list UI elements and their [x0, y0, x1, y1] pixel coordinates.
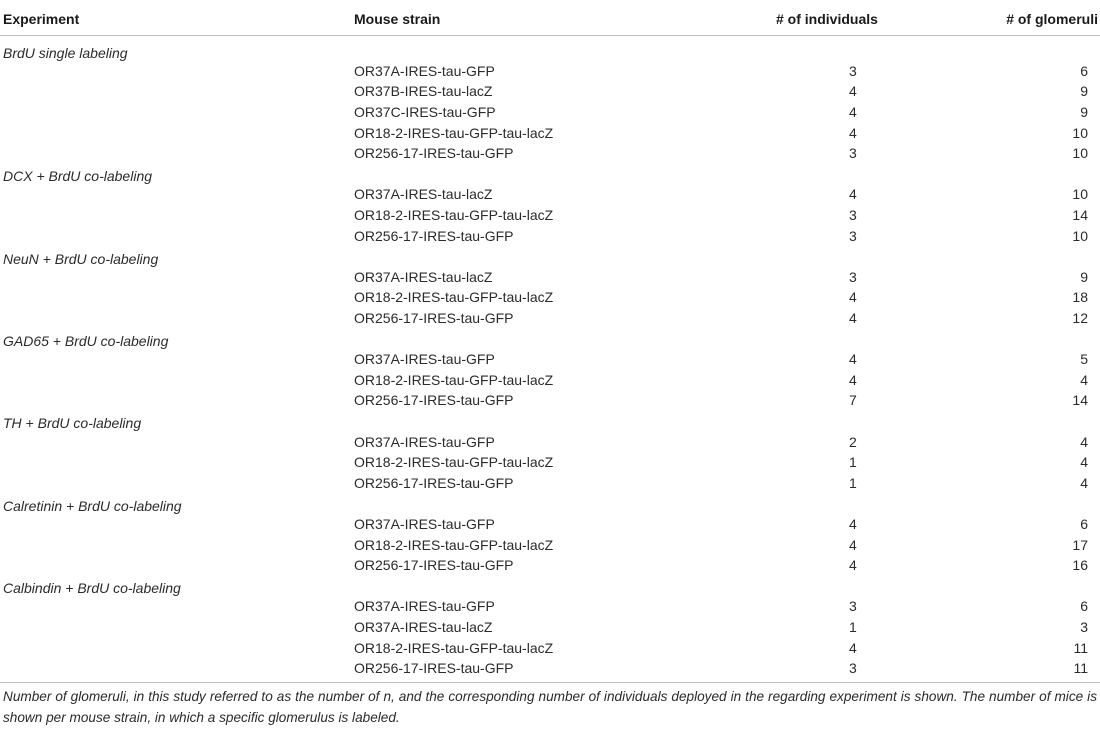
experiment-group-label: GAD65 + BrdU co-labeling [3, 332, 169, 349]
experiment-group-row [0, 164, 1100, 185]
mouse-strain-cell: OR18-2-IRES-tau-GFP-tau-lacZ [354, 124, 554, 141]
glomeruli-cell: 10 [1072, 227, 1088, 244]
glomeruli-cell: 9 [1080, 268, 1088, 285]
table-row [0, 122, 1100, 143]
individuals-cell: 4 [849, 515, 857, 532]
mouse-strain-cell: OR256-17-IRES-tau-GFP [354, 660, 514, 677]
individuals-cell: 3 [849, 62, 857, 79]
experiment-cell [0, 370, 352, 391]
mouse-strain-cell: OR37A-IRES-tau-lacZ [354, 186, 493, 203]
glomeruli-cell: 6 [1080, 515, 1088, 532]
experiment-cell [0, 122, 352, 143]
mouse-strain-cell: OR37B-IRES-tau-lacZ [354, 83, 493, 100]
table-row [0, 267, 1100, 288]
experiment-cell [0, 514, 352, 535]
individuals-cell: 4 [849, 351, 857, 368]
table-row [0, 555, 1100, 576]
table-row [0, 514, 1100, 535]
experiment-cell [0, 205, 352, 226]
mouse-strain-cell: OR256-17-IRES-tau-GFP [354, 557, 514, 574]
glomeruli-cell: 4 [1080, 474, 1088, 491]
experiment-cell [0, 472, 352, 493]
individuals-cell: 3 [849, 145, 857, 162]
experiment-group-label: Calbindin + BrdU co-labeling [3, 580, 181, 597]
mouse-strain-cell: OR18-2-IRES-tau-GFP-tau-lacZ [354, 289, 554, 306]
mouse-strain-cell: OR37A-IRES-tau-GFP [354, 598, 495, 615]
glomeruli-cell: 4 [1080, 433, 1088, 450]
individuals-cell: 4 [849, 83, 857, 100]
experiment-cell [0, 534, 352, 555]
experiment-cell [0, 431, 352, 452]
table-row [0, 81, 1100, 102]
mouse-strain-cell: OR37A-IRES-tau-lacZ [354, 618, 493, 635]
individuals-cell: 4 [849, 104, 857, 121]
experiment-group-label: DCX + BrdU co-labeling [3, 168, 153, 185]
individuals-cell: 3 [849, 660, 857, 677]
experiment-group-row [0, 328, 1100, 349]
mouse-strain-cell: OR18-2-IRES-tau-GFP-tau-lacZ [354, 454, 554, 471]
table-caption: Number of glomeruli, in this study referred to as the number of n, and the corresponding number of individuals deployed in the regarding experiment is shown. The number of mice is shown per mouse strain, in which a specific glomerulus is labeled. [3, 689, 1097, 726]
individuals-cell: 1 [849, 454, 857, 471]
table-row [0, 637, 1100, 658]
table-row [0, 61, 1100, 82]
mouse-strain-cell: OR256-17-IRES-tau-GFP [354, 310, 514, 327]
table-row [0, 596, 1100, 617]
individuals-cell: 4 [849, 124, 857, 141]
table-row [0, 472, 1100, 493]
mouse-strain-cell: OR256-17-IRES-tau-GFP [354, 474, 514, 491]
experiment-table [0, 2, 1100, 678]
experiment-cell [0, 617, 352, 638]
individuals-cell: 2 [849, 433, 857, 450]
glomeruli-cell: 11 [1073, 660, 1088, 677]
experiment-group-label: TH + BrdU co-labeling [3, 415, 142, 432]
table-row [0, 102, 1100, 123]
mouse-strain-cell: OR37A-IRES-tau-GFP [354, 62, 495, 79]
table-row [0, 617, 1100, 638]
experiment-cell [0, 349, 352, 370]
glomeruli-cell: 16 [1072, 557, 1088, 574]
experiment-cell [0, 287, 352, 308]
experiment-cell [0, 390, 352, 411]
individuals-cell: 1 [849, 474, 857, 491]
mouse-strain-cell: OR37A-IRES-tau-GFP [354, 433, 495, 450]
mouse-strain-cell: OR37A-IRES-tau-lacZ [354, 268, 493, 285]
experiment-cell [0, 637, 352, 658]
individuals-cell: 4 [849, 557, 857, 574]
experiment-cell [0, 452, 352, 473]
glomeruli-cell: 14 [1072, 392, 1088, 409]
table-row [0, 452, 1100, 473]
glomeruli-cell: 6 [1080, 598, 1088, 615]
glomeruli-cell: 18 [1072, 289, 1088, 306]
glomeruli-cell: 10 [1072, 145, 1088, 162]
header-experiment: Experiment [0, 2, 352, 36]
individuals-cell: 3 [849, 268, 857, 285]
experiment-group-row [0, 36, 1100, 61]
experiment-cell [0, 555, 352, 576]
experiment-group-row [0, 493, 1100, 514]
individuals-cell: 1 [849, 618, 857, 635]
glomeruli-cell: 4 [1080, 371, 1088, 388]
table-row [0, 308, 1100, 329]
glomeruli-cell: 5 [1080, 351, 1088, 368]
mouse-strain-cell: OR256-17-IRES-tau-GFP [354, 227, 514, 244]
table-row [0, 349, 1100, 370]
mouse-strain-cell: OR37C-IRES-tau-GFP [354, 104, 496, 121]
experiment-group-label: Calretinin + BrdU co-labeling [3, 497, 182, 514]
individuals-cell: 4 [849, 371, 857, 388]
glomeruli-cell: 17 [1072, 536, 1088, 553]
experiment-cell [0, 225, 352, 246]
experiment-cell [0, 143, 352, 164]
individuals-cell: 3 [849, 598, 857, 615]
mouse-strain-cell: OR18-2-IRES-tau-GFP-tau-lacZ [354, 536, 554, 553]
glomeruli-cell: 10 [1072, 124, 1088, 141]
header-row [0, 2, 1100, 36]
table-row [0, 431, 1100, 452]
table-row [0, 205, 1100, 226]
glomeruli-cell: 9 [1080, 104, 1088, 121]
glomeruli-cell: 10 [1072, 186, 1088, 203]
header-glomeruli: # of glomeruli [932, 2, 1100, 36]
table-row [0, 370, 1100, 391]
glomeruli-cell: 12 [1072, 310, 1088, 327]
individuals-cell: 4 [849, 536, 857, 553]
mouse-strain-cell: OR18-2-IRES-tau-GFP-tau-lacZ [354, 639, 554, 656]
experiment-group-row [0, 411, 1100, 432]
experiment-cell [0, 61, 352, 82]
header-mouse-strain: Mouse strain [352, 2, 602, 36]
experiment-cell [0, 81, 352, 102]
glomeruli-cell: 6 [1080, 62, 1088, 79]
experiment-group-row [0, 575, 1100, 596]
mouse-strain-cell: OR18-2-IRES-tau-GFP-tau-lacZ [354, 207, 554, 224]
table-row [0, 143, 1100, 164]
table-row [0, 184, 1100, 205]
individuals-cell: 3 [849, 207, 857, 224]
glomeruli-cell: 14 [1072, 207, 1088, 224]
individuals-cell: 3 [849, 227, 857, 244]
mouse-strain-cell: OR256-17-IRES-tau-GFP [354, 392, 514, 409]
individuals-cell: 4 [849, 186, 857, 203]
table-body [0, 36, 1100, 679]
experiment-cell [0, 184, 352, 205]
table-row [0, 390, 1100, 411]
glomeruli-cell: 4 [1080, 454, 1088, 471]
table-header [0, 2, 1100, 36]
glomeruli-cell: 9 [1080, 83, 1088, 100]
glomeruli-cell: 3 [1080, 618, 1088, 635]
mouse-strain-cell: OR18-2-IRES-tau-GFP-tau-lacZ [354, 371, 554, 388]
experiment-cell [0, 267, 352, 288]
header-individuals: # of individuals [602, 2, 932, 36]
table-row [0, 225, 1100, 246]
individuals-cell: 4 [849, 289, 857, 306]
experiment-cell [0, 308, 352, 329]
mouse-strain-cell: OR256-17-IRES-tau-GFP [354, 145, 514, 162]
experiment-group-label: BrdU single labeling [3, 44, 128, 61]
individuals-cell: 4 [849, 310, 857, 327]
experiment-cell [0, 102, 352, 123]
experiment-group-row [0, 246, 1100, 267]
table-row [0, 287, 1100, 308]
table-row [0, 658, 1100, 679]
experiment-cell [0, 658, 352, 679]
table-row [0, 534, 1100, 555]
experiment-cell [0, 596, 352, 617]
individuals-cell: 4 [849, 639, 857, 656]
experiment-group-label: NeuN + BrdU co-labeling [3, 250, 159, 267]
mouse-strain-cell: OR37A-IRES-tau-GFP [354, 351, 495, 368]
glomeruli-cell: 11 [1073, 639, 1088, 656]
mouse-strain-cell: OR37A-IRES-tau-GFP [354, 515, 495, 532]
individuals-cell: 7 [849, 392, 857, 409]
